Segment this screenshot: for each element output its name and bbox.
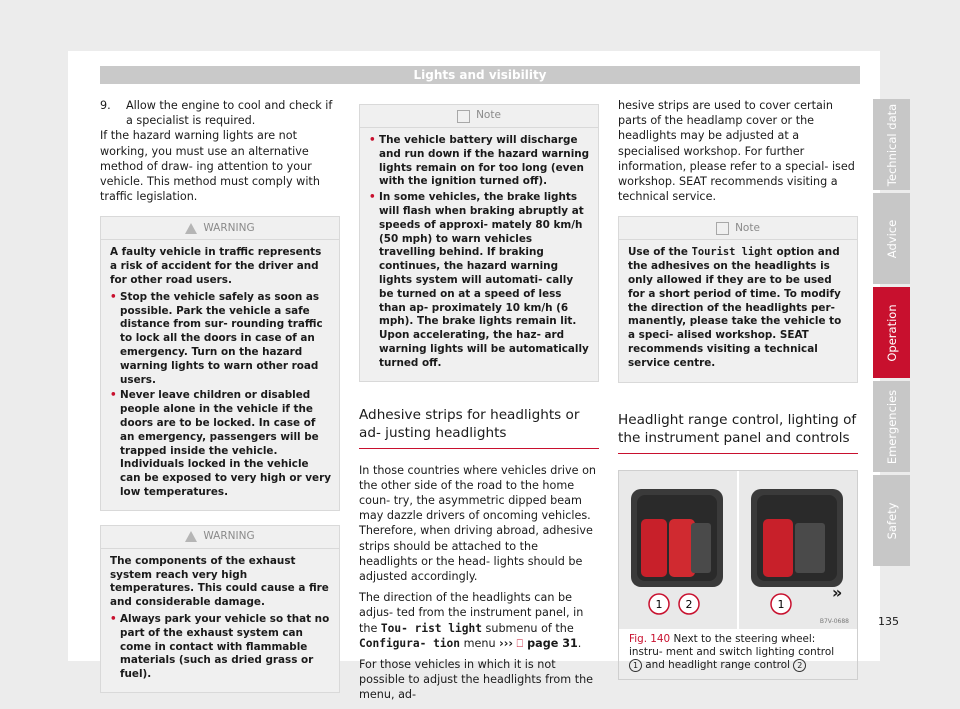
section-tabs: [873, 99, 910, 569]
page-reference-link[interactable]: page 31: [523, 636, 578, 650]
paragraph: hesive strips are used to cover certain parts of the headlamp cover or the headlights may be adjusted at a specialised workshop. For further information, please refer to a special- ised workshop. SEAT recommends visiting a technical service.: [618, 99, 855, 204]
warning-box: [100, 216, 340, 510]
bullet-item: • Always park your vehicle so that no part of the exhaust system can come in contact with flammable materials (such as dried grass or fuel).: [110, 612, 330, 681]
callout-ref: 1: [629, 659, 642, 672]
callout-1: 1: [655, 597, 663, 611]
warning-icon: [185, 531, 197, 542]
column-3: [618, 98, 858, 680]
note-box: Note Use of the Tourist light option and the adhesives on the headlights is only allowed if they are to be used for a short period of time. To modify the direction of the headlights per- manently, please take the vehicle to a speci- alised workshop. SEAT recommends visiting a technical service centre.: [618, 216, 858, 382]
note-title: Note: [476, 109, 501, 122]
callout-ref: 2: [793, 659, 806, 672]
list-item: [100, 98, 340, 128]
book-icon: ⎕: [516, 636, 524, 650]
callout-1b: 1: [777, 597, 785, 611]
warning-intro: A faulty vehicle in traffic represents a risk of accident for the driver and for other road users.: [110, 246, 322, 287]
note-title: Note: [735, 221, 760, 234]
bullet-icon: •: [110, 612, 117, 625]
warning-intro: The components of the exhaust system reach very high temperatures. This could cause a fire and considerable damage.: [110, 554, 329, 609]
bullet-item: • Never leave children or disabled people alone in the vehicle if the doors are to be locked. In case of an emergency, passengers will be trapped inside the vehicle. Individuals locked in the vehicle can be exposed to very high or very low temperatures.: [110, 389, 331, 498]
bullet-item: • Stop the vehicle safely as soon as possible. Park the vehicle a safe distance from sur- rounding traffic to lock all the doors in case of an emergency. Turn on the hazard warning lights to warn other road users.: [110, 290, 323, 386]
tab-technical-data[interactable]: Technical data: [873, 99, 910, 190]
tab-advice[interactable]: Advice: [873, 193, 910, 284]
warning-box: [100, 525, 340, 693]
cross-reference-arrow: ›››: [499, 636, 513, 650]
paragraph: If the hazard warning lights are not working, you must use an alternative method of draw- ing attention to your vehicle. This method must comply with traffic legislation.: [100, 129, 320, 204]
bullet-icon: •: [369, 134, 376, 146]
figure-label: Fig. 140: [629, 632, 671, 645]
section-heading: Headlight range control, lighting of the instrument panel and controls: [618, 411, 858, 454]
note-icon: [716, 222, 729, 235]
figure: [618, 470, 858, 680]
note-box: [359, 104, 599, 382]
callout-2: 2: [685, 597, 693, 611]
tab-emergencies[interactable]: Emergencies: [873, 381, 910, 472]
page-header: Lights and visibility: [100, 66, 860, 84]
column-2: [359, 104, 599, 709]
paragraph: For those vehicles in which it is not possible to adjust the headlights from the menu, ad-: [359, 657, 594, 702]
tab-operation[interactable]: Operation: [873, 287, 910, 378]
bullet-icon: •: [369, 191, 376, 204]
menu-term: Configura- tion: [359, 636, 461, 650]
column-1: [100, 98, 340, 693]
warning-icon: [185, 223, 197, 234]
switch-illustration: [619, 471, 857, 629]
figure-code: B7V-0688: [819, 617, 849, 625]
bullet-item: • In some vehicles, the brake lights will flash when braking abruptly at speeds of approxi- mately 80 km/h (50 mph) to warn vehicles travelling behind. If braking continues, the hazard warning lights system will automati- cally be turned on at a speed of less than ap- proximately 10 km/h (6 mph). The brake lights remain lit. Upon accelerating, the haz- ard warning lights will be automatically turned off.: [369, 191, 589, 369]
item-text: Allow the engine to cool and check if a specialist is required.: [126, 99, 333, 128]
paragraph: The direction of the headlights can be adjus- ted from the instrument panel, in the Tou- rist light submenu of the Configura- tion menu ››› ⎕ page 31.: [359, 591, 584, 650]
page-number: 135: [878, 615, 899, 628]
next-page-arrow: »: [832, 583, 843, 602]
bullet-icon: •: [110, 290, 117, 303]
section-heading: Adhesive strips for headlights or ad- justing headlights: [359, 406, 599, 449]
note-icon: [457, 110, 470, 123]
warning-title: WARNING: [203, 221, 255, 234]
menu-term: Tourist light: [691, 246, 773, 259]
item-number: 9.: [100, 99, 111, 112]
bullet-icon: •: [110, 389, 117, 402]
figure-caption: Fig. 140 Next to the steering wheel: instru- ment and switch lighting control 1 and headlight range control 2: [629, 632, 835, 672]
paragraph: In those countries where vehicles drive on the other side of the road to the home coun- try, the asymmetric dipped beam may dazzle drivers of oncoming vehicles. Therefore, when driving abroad, adhesive strips should be attached to the headlights or the head- lights should be adjusted accordingly.: [359, 463, 597, 583]
warning-title: WARNING: [203, 529, 255, 542]
tab-safety[interactable]: Safety: [873, 475, 910, 566]
menu-term: Tou- rist light: [380, 621, 482, 635]
bullet-item: • The vehicle battery will discharge and run down if the hazard warning lights remain on for too long (even with the ignition turned off).: [369, 134, 590, 188]
